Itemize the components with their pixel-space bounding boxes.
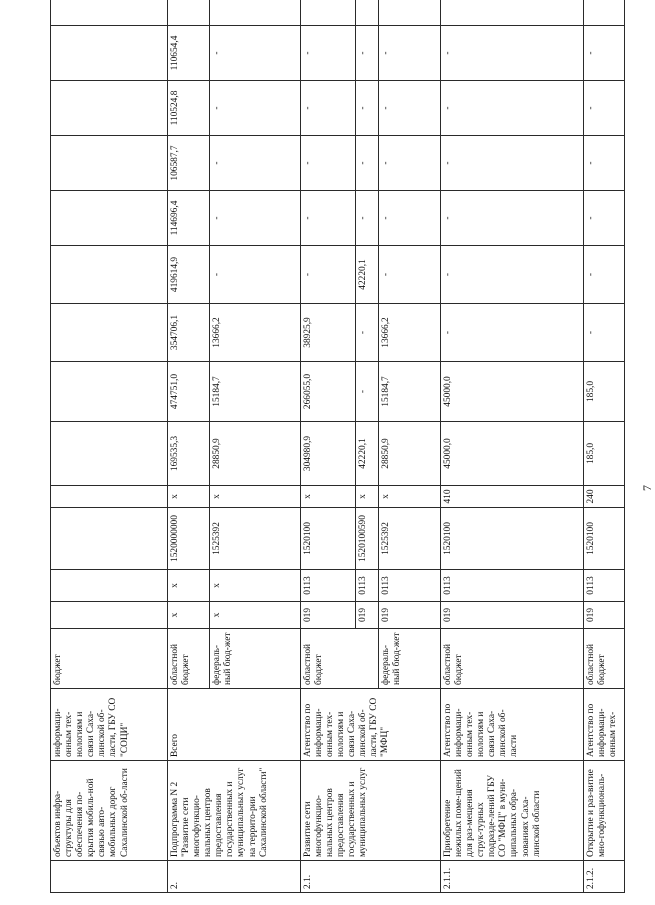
table-row [167, 0, 209, 893]
value-cell [440, 0, 583, 26]
value-cell: - [440, 304, 583, 362]
value-cell: - [584, 26, 625, 81]
value-cell [51, 246, 168, 304]
vr-code: х [379, 486, 441, 508]
vr-code: х [355, 486, 378, 508]
csr-code: 1525392 [210, 508, 300, 570]
table-row [584, 0, 625, 893]
csr-code: 1520100 [440, 508, 583, 570]
value-cell: - [584, 304, 625, 362]
value-cell [379, 0, 441, 26]
grbs-code [51, 602, 168, 629]
value-cell: - [210, 246, 300, 304]
grbs-code: 019 [440, 602, 583, 629]
value-cell: 474751,0 [167, 362, 209, 422]
value-cell: 15184,7 [379, 362, 441, 422]
value-cell: - [210, 191, 300, 246]
value-cell: - [210, 26, 300, 81]
value-cell: 106587,7 [167, 136, 209, 191]
table-row [440, 0, 583, 893]
value-cell: - [379, 26, 441, 81]
value-cell [51, 81, 168, 136]
value-cell: - [584, 246, 625, 304]
value-cell: 42220,1 [355, 246, 378, 304]
program-name: объектов инфра-структуры для обеспечения по-крытия мобиль-ной связью авто-мобильных дорог Сахалинской об-ласти [51, 761, 168, 861]
vr-code: х [300, 486, 355, 508]
rzpr-code: 0113 [300, 570, 355, 602]
program-name: Приобретение нежилых поме-щений для раз-мещения струк-турных подразде-лений ГБУ СО "МФЦ" в муни-ципальных обра-зованиях Саха-линской области [440, 761, 583, 861]
grbs-code: 019 [300, 602, 355, 629]
value-cell [210, 0, 300, 26]
executor: информаци-онным тех-нологиям и связи Саха-линской об-ласти, ГБУ СО "СОЦИ" [51, 689, 168, 761]
value-cell: 38925,9 [300, 304, 355, 362]
value-cell [51, 26, 168, 81]
grbs-code: х [210, 602, 300, 629]
value-cell: 28850,9 [210, 422, 300, 486]
value-cell: 42220,1 [355, 422, 378, 486]
page-number: 7 [640, 485, 654, 491]
value-cell: 110524,8 [167, 81, 209, 136]
value-cell: - [355, 191, 378, 246]
program-name: Открытие и раз-витие мно-гофункциональ- [584, 761, 625, 861]
grbs-code: х [167, 602, 209, 629]
csr-code: 1520100 [300, 508, 355, 570]
funding-source: бюджет [51, 629, 168, 689]
rzpr-code [51, 570, 168, 602]
value-cell: 13666,2 [210, 304, 300, 362]
value-cell: - [379, 246, 441, 304]
value-cell: 110654,4 [167, 26, 209, 81]
vr-code: х [167, 486, 209, 508]
grbs-code: 019 [379, 602, 441, 629]
grbs-code: 019 [584, 602, 625, 629]
value-cell: - [584, 81, 625, 136]
row-number: 2. [167, 861, 300, 893]
funding-source: областной бюджет [584, 629, 625, 689]
value-cell [51, 362, 168, 422]
value-cell: - [355, 26, 378, 81]
funding-source: федераль-ный бюд-жет [210, 629, 300, 689]
executor: Агентство по информаци-онным тех-нологиям и связи Саха-линской об-ласти [440, 689, 583, 761]
row-number [51, 861, 168, 893]
program-name: Развитие сети многофункцио-нальных центров предоставления государственных и муниципальных услуг [300, 761, 440, 861]
vr-code: 410 [440, 486, 583, 508]
value-cell: - [355, 136, 378, 191]
value-cell: - [440, 191, 583, 246]
rotated-table-container [50, 13, 654, 893]
value-cell: - [379, 191, 441, 246]
value-cell: - [355, 304, 378, 362]
value-cell: - [440, 81, 583, 136]
csr-code: 1520100590 [355, 508, 378, 570]
funding-source: областной бюджет [440, 629, 583, 689]
rzpr-code: 0113 [355, 570, 378, 602]
value-cell: 28850,9 [379, 422, 441, 486]
value-cell [51, 136, 168, 191]
executor: Агентство по информаци-онным тех-нологиям и связи Саха-линской об-ласти, ГБУ СО "МФЦ" [300, 689, 440, 761]
rzpr-code: х [210, 570, 300, 602]
value-cell: 45000,0 [440, 362, 583, 422]
value-cell: - [300, 26, 355, 81]
vr-code: 240 [584, 486, 625, 508]
program-name: Подпрограмма N 2 "Развитие сети многофункцио-нальных центров предоставления государственных и муниципальных услуг на террито-рии Сахалинской области" [167, 761, 300, 861]
value-cell: 169535,3 [167, 422, 209, 486]
value-cell: - [210, 81, 300, 136]
csr-code [51, 508, 168, 570]
value-cell: - [210, 136, 300, 191]
value-cell: 266055,0 [300, 362, 355, 422]
value-cell: 15184,7 [210, 362, 300, 422]
rzpr-code: х [167, 570, 209, 602]
value-cell: - [300, 191, 355, 246]
value-cell: - [584, 191, 625, 246]
value-cell: - [379, 136, 441, 191]
value-cell: - [300, 81, 355, 136]
value-cell: - [440, 246, 583, 304]
value-cell [300, 0, 355, 26]
value-cell: - [355, 81, 378, 136]
value-cell: 354706,1 [167, 304, 209, 362]
value-cell: - [379, 81, 441, 136]
csr-code: 1520100 [584, 508, 625, 570]
value-cell: 13666,2 [379, 304, 441, 362]
value-cell: 419614,9 [167, 246, 209, 304]
csr-code: 1520000000 [167, 508, 209, 570]
value-cell: - [300, 136, 355, 191]
rzpr-code: 0113 [584, 570, 625, 602]
value-cell: - [355, 362, 378, 422]
value-cell: 45000,0 [440, 422, 583, 486]
grbs-code: 019 [355, 602, 378, 629]
rzpr-code: 0113 [379, 570, 441, 602]
value-cell [584, 0, 625, 26]
rzpr-code: 0113 [440, 570, 583, 602]
value-cell [167, 0, 209, 26]
funding-source: областной бюджет [167, 629, 209, 689]
funding-source: областной бюджет [300, 629, 379, 689]
value-cell [51, 422, 168, 486]
csr-code: 1525392 [379, 508, 441, 570]
value-cell: - [440, 26, 583, 81]
funding-source: федераль-ный бюд-жет [379, 629, 441, 689]
value-cell [51, 191, 168, 246]
value-cell: 185,0 [584, 422, 625, 486]
row-number: 2.1.2. [584, 861, 625, 893]
value-cell [51, 304, 168, 362]
value-cell: - [584, 136, 625, 191]
executor: Всего [167, 689, 300, 761]
table-row [51, 0, 168, 893]
vr-code [51, 486, 168, 508]
vr-code: х [210, 486, 300, 508]
row-number: 2.1. [300, 861, 440, 893]
budget-table [50, 0, 625, 893]
row-number: 2.1.1. [440, 861, 583, 893]
executor: Агентство по информаци-онным тех- [584, 689, 625, 761]
value-cell [51, 0, 168, 26]
value-cell: 114696,4 [167, 191, 209, 246]
table-row [300, 0, 355, 893]
value-cell: - [440, 136, 583, 191]
value-cell: 185,0 [584, 362, 625, 422]
value-cell: 304980,9 [300, 422, 355, 486]
value-cell: - [300, 246, 355, 304]
value-cell [355, 0, 378, 26]
